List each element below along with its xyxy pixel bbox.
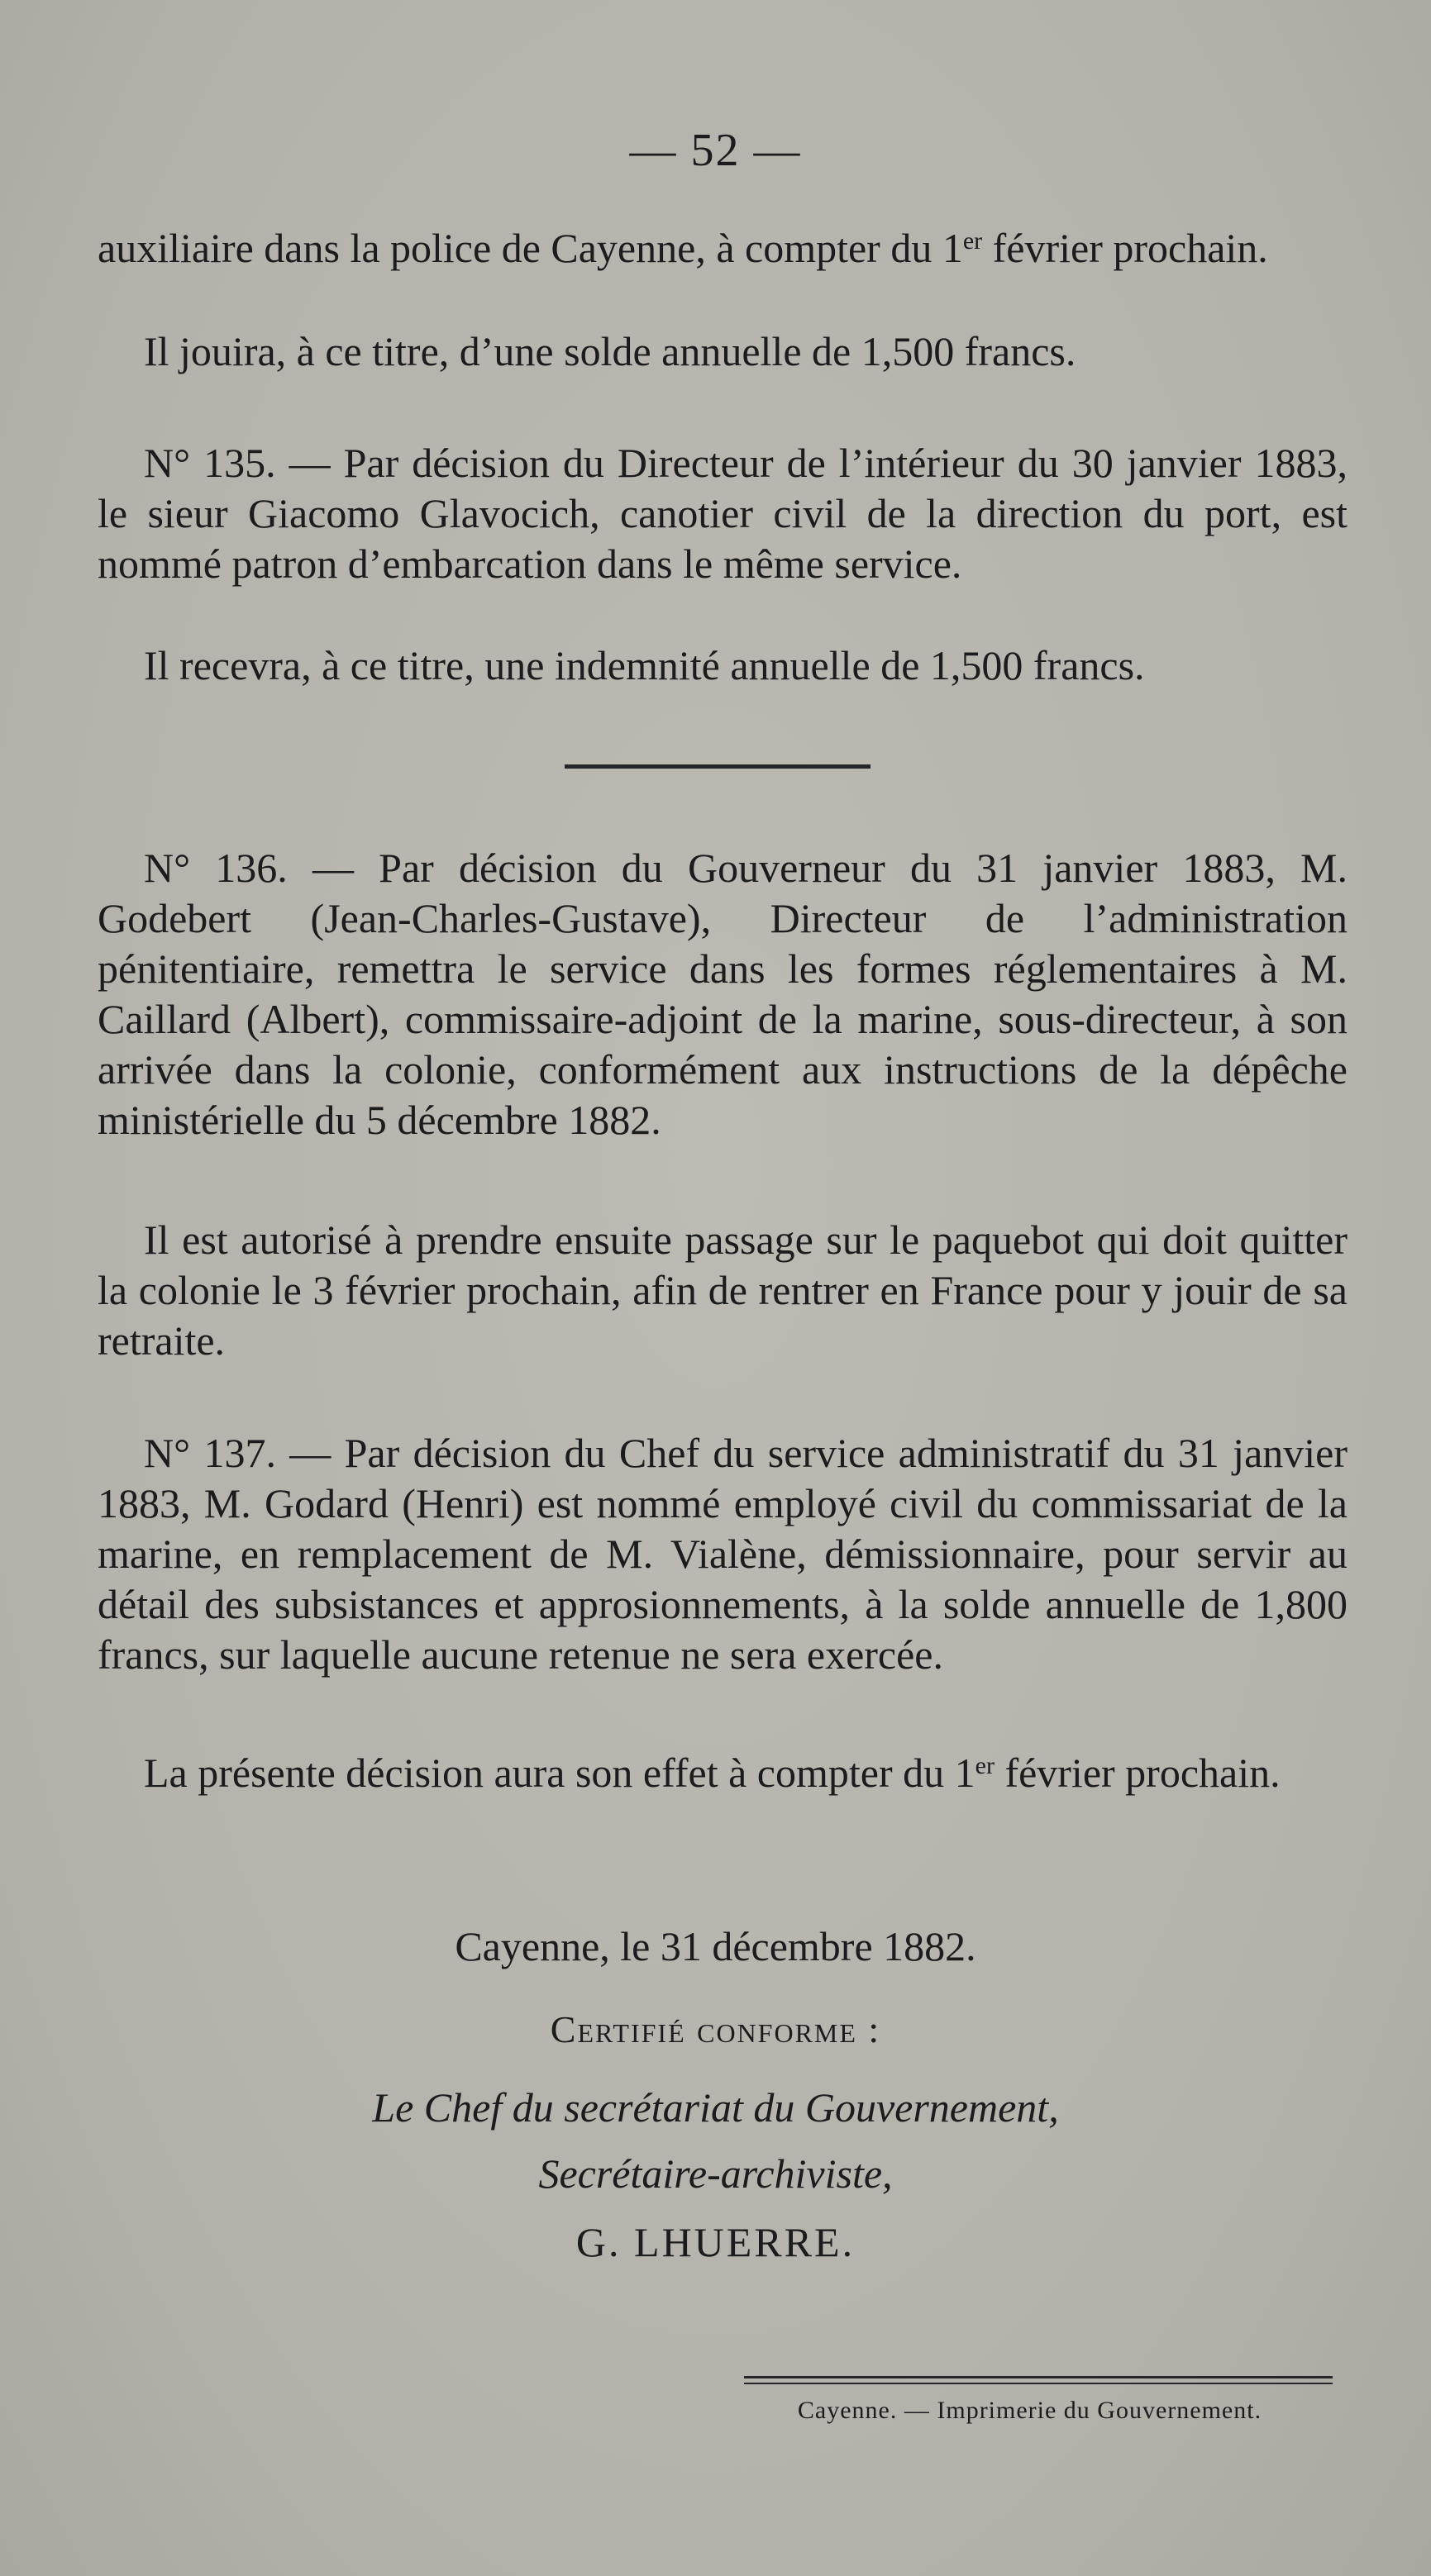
paragraph-indemnite: Il recevra, à ce titre, une indemnité annuelle de 1,500 francs. (144, 642, 1145, 688)
paragraph-text: février prochain. (994, 1750, 1281, 1796)
paragraph-decision-135: N° 135. — Par décision du Directeur de l’intérieur du 30 janvier 1883, le sieur Giacomo Glavocich, canotier civil de la direction du port, est nommé patron d’embarcation dans le même service. (98, 440, 1348, 587)
printer-colophon: Cayenne. — Imprimerie du Gouvernement. (797, 2397, 1262, 2424)
paragraph-solde: Il jouira, à ce titre, d’une solde annuelle de 1,500 francs. (144, 328, 1076, 374)
section-divider (565, 764, 871, 769)
paragraph-continuation (98, 223, 1348, 274)
place-date: Cayenne, le 31 décembre 1882. (455, 1923, 976, 1969)
paragraph-text: auxiliaire dans la police de Cayenne, à compter du 1 (98, 225, 963, 271)
signatory-subtitle: Secrétaire-archiviste, (538, 2150, 893, 2197)
footer-rule-bottom (744, 2383, 1333, 2384)
paragraph-text: février prochain. (982, 225, 1268, 271)
signature-name: G. LHUERRE. (575, 2219, 856, 2265)
paragraph-passage: Il est autorisé à prendre ensuite passage sur le paquebot qui doit quitter la colonie le 3 février prochain, afin de rentrer en France pour y jouir de sa retraite. (98, 1217, 1348, 1364)
paragraph-decision-137: N° 137. — Par décision du Chef du service administratif du 31 janvier 1883, M. Godard (Henri) est nommé employé civil du commissariat de la marine, en remplacement de M. Vialène, démissionnaire, pour servir au détail des subsistances et approsionnements, à la solde annuelle de 1,800 francs, sur laquelle aucune retenue ne sera exercée. (98, 1430, 1348, 1678)
paragraph-text: La présente décision aura son effet à compter du 1 (144, 1750, 975, 1796)
superscript: er (962, 227, 983, 255)
signatory-title: Le Chef du secrétariat du Gouvernement, (372, 2084, 1059, 2131)
footer-rule-top (744, 2376, 1333, 2378)
page-number: — 52 — (629, 125, 802, 176)
certified-heading: Certifié conforme : (550, 2008, 881, 2050)
paragraph-decision-136: N° 136. — Par décision du Gouverneur du 31 janvier 1883, M. Godebert (Jean-Charles-Gustave), Directeur de l’administration pénitentiaire, remettra le service dans les formes réglementaires à M. Caillard (Albert), commissaire-adjoint de la marine, sous-directeur, à son arrivée dans la colonie, conformément aux instructions de la dépêche ministérielle du 5 décembre 1882. (98, 845, 1348, 1143)
paragraph-effet (98, 1748, 1348, 1798)
superscript: er (975, 1752, 995, 1779)
